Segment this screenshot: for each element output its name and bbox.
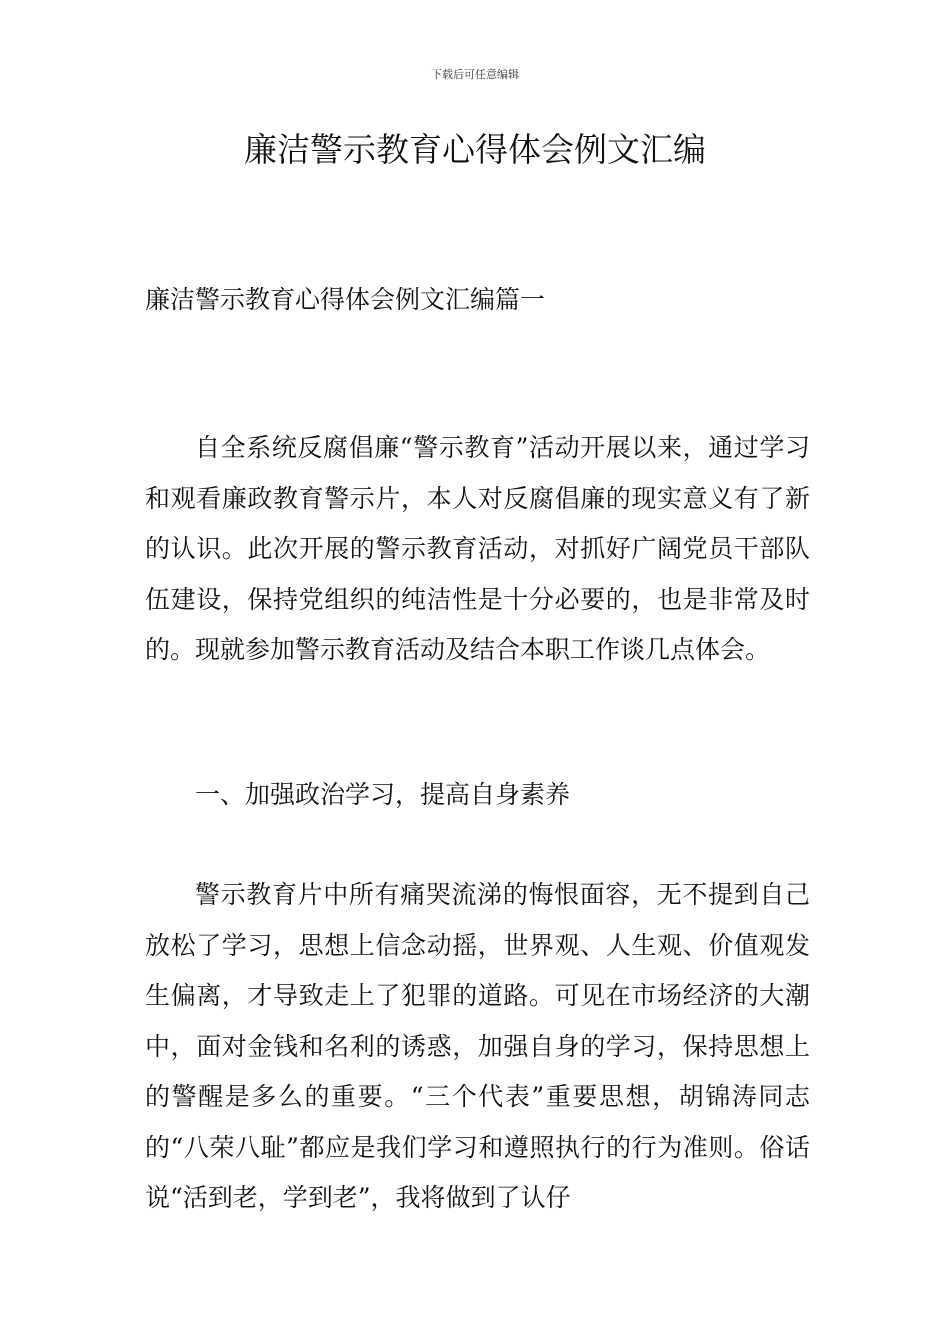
subheading-paragraph: 一、加强政治学习，提高自身素养 [195,780,571,809]
section-title: 廉洁警示教育心得体会例文汇编篇一 [145,285,546,314]
body-paragraph: 警示教育片中所有痛哭流涕的悔恨面容，无不提到自己放松了学习，思想上信念动摇，世界观、人生观、价值观发生偏离，才导致走上了犯罪的道路。可见在市场经济的大潮中，面对金钱和名利的诱惑，加强自身的学习，保持思想上的警醒是多么的重要。“三个代表”重要思想，胡锦涛同志的“八荣八耻”都应是我们学习和遵照执行的行为准则。俗话说“活到老，学到老”，我将做到了认仔 [145,880,810,1212]
header-note: 下载后可任意编辑 [431,68,519,81]
document-title: 廉洁警示教育心得体会例文汇编 [244,130,706,169]
body-paragraph: 自全系统反腐倡廉“警示教育”活动开展以来，通过学习和观看廉政教育警示片，本人对反腐倡廉的现实意义有了新的认识。此次开展的警示教育活动，对抓好广阔党员干部队伍建设，保持党组织的纯洁性是十分必要的，也是非常及时的。现就参加警示教育活动及结合本职工作谈几点体会。 [145,433,810,664]
